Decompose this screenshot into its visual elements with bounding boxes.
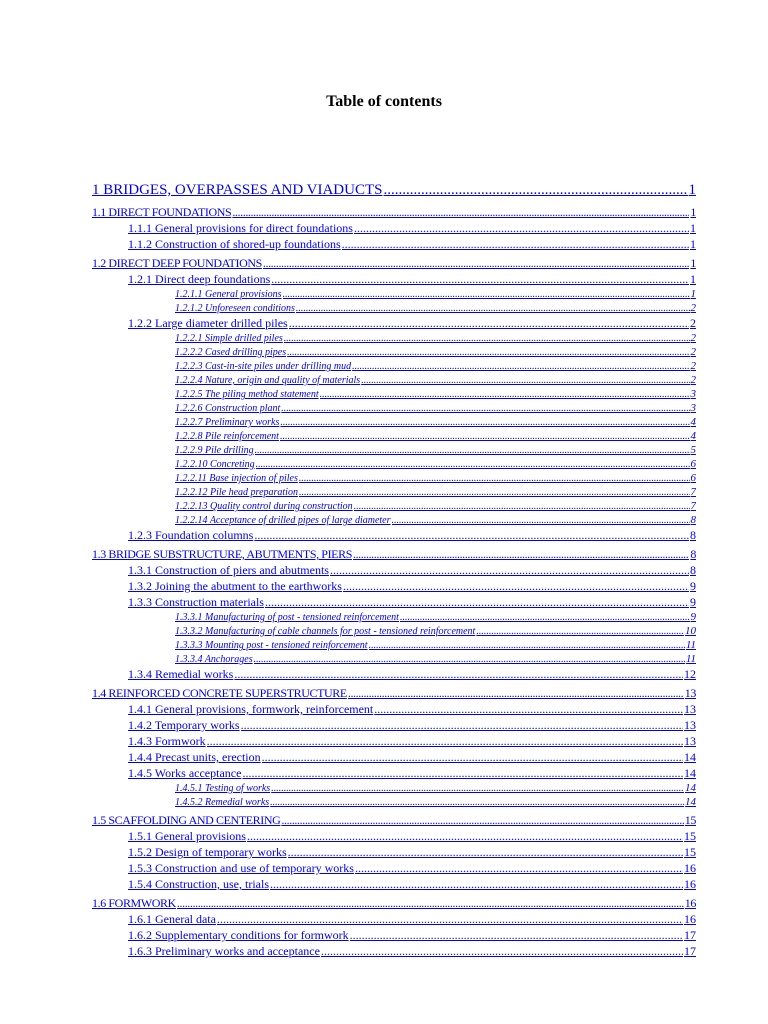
toc-entry-page-number: 1: [690, 205, 696, 219]
toc-entry-title: 1.6.3 Preliminary works and acceptance: [128, 944, 320, 958]
dot-leader: [287, 346, 689, 359]
toc-entry-title: 1.2.2 Large diameter drilled piles: [128, 316, 288, 330]
dot-leader: [355, 860, 683, 876]
dot-leader: [299, 486, 690, 499]
toc-entry-level-2[interactable]: [92, 546, 696, 562]
toc-entry-level-4[interactable]: [92, 373, 696, 387]
dot-leader: [330, 562, 689, 578]
toc-entry-level-4[interactable]: [92, 345, 696, 359]
toc-entry-page-number: 9: [690, 611, 696, 623]
toc-entry-page-number: 2: [690, 332, 696, 344]
toc-entry-level-2[interactable]: [92, 895, 696, 911]
toc-entry-page-number: 8: [690, 547, 696, 561]
dot-leader: [383, 178, 687, 202]
toc-entry-title: 1.2.2.5 The piling method statement: [175, 389, 319, 400]
toc-entry-level-3[interactable]: [92, 911, 696, 927]
toc-entry-title: 1.2.3 Foundation columns: [128, 528, 254, 542]
toc-entry-level-1[interactable]: [92, 178, 696, 202]
toc-entry-page-number: 2: [690, 360, 696, 372]
toc-entry-page-number: 1: [690, 256, 696, 270]
toc-entry-title: 1.4.4 Precast units, erection: [128, 750, 261, 764]
toc-entry-title: 1.6.2 Supplementary conditions for formwork: [128, 928, 349, 942]
toc-entry-title: 1.3.3.4 Anchorages: [175, 654, 253, 665]
dot-leader: [374, 701, 683, 717]
toc-entry-title: 1.4.5 Works acceptance: [128, 766, 242, 780]
toc-entry-page-number: 16: [684, 896, 696, 910]
toc-entry-page-number: 14: [684, 750, 696, 764]
toc-entry-page-number: 8: [690, 514, 696, 526]
toc-entry-title: 1.2.2.10 Concreting: [175, 459, 255, 470]
dot-leader: [361, 374, 689, 387]
toc-entry-page-number: 13: [684, 702, 696, 716]
dot-leader: [255, 444, 690, 457]
toc-entry-title: 1.3.3.2 Manufacturing of cable channels for post - tensioned reinforcement: [175, 626, 476, 637]
dot-leader: [350, 927, 683, 943]
toc-entry-title: 1.2.2.9 Pile drilling: [175, 445, 254, 456]
toc-entry-level-3[interactable]: [92, 860, 696, 876]
dot-leader: [353, 546, 689, 562]
toc-entry-title: 1.4.5.2 Remedial works: [175, 797, 270, 808]
toc-entry-level-3[interactable]: [92, 717, 696, 733]
toc-entry-title: 1.3 BRIDGE SUBSTRUCTURE, ABUTMENTS, PIERS: [92, 547, 352, 561]
dot-leader: [400, 611, 690, 624]
toc-entry-title: 1.3.3.3 Mounting post - tensioned reinforcement: [175, 640, 368, 651]
toc-entry-page-number: 14: [684, 766, 696, 780]
toc-entry-level-4[interactable]: [92, 457, 696, 471]
toc-entry-page-number: 13: [684, 734, 696, 748]
toc-entry-page-number: 15: [684, 845, 696, 859]
toc-entry-page-number: 5: [690, 444, 696, 456]
toc-entry-page-number: 13: [684, 718, 696, 732]
toc-entry-page-number: 1: [690, 221, 696, 235]
toc-entry-page-number: 10: [685, 625, 696, 637]
dot-leader: [354, 500, 690, 513]
dot-leader: [476, 625, 684, 638]
toc-entry-level-3[interactable]: [92, 271, 696, 287]
toc-entry-level-3[interactable]: [92, 828, 696, 844]
toc-entry-level-3[interactable]: [92, 236, 696, 252]
dot-leader: [254, 527, 689, 543]
toc-entry-level-4[interactable]: [92, 781, 696, 795]
toc-entry-page-number: 4: [690, 416, 696, 428]
toc-entry-title: 1.3.2 Joining the abutment to the earthworks: [128, 579, 342, 593]
toc-entry-page-number: 6: [690, 458, 696, 470]
dot-leader: [320, 388, 690, 401]
dot-leader: [263, 255, 690, 271]
toc-entry-title: 1.5 SCAFFOLDING AND CENTERING: [92, 813, 281, 827]
toc-entry-title: 1.1 DIRECT FOUNDATIONS: [92, 205, 232, 219]
toc-entry-page-number: 6: [690, 472, 696, 484]
toc-entry-level-3[interactable]: [92, 749, 696, 765]
toc-entry-title: 1.2.2.8 Pile reinforcement: [175, 431, 279, 442]
toc-entry-level-4[interactable]: [92, 331, 696, 345]
toc-entry-page-number: 9: [690, 595, 696, 609]
toc-entry-level-3[interactable]: [92, 765, 696, 781]
toc-entry-level-3[interactable]: [92, 701, 696, 717]
toc-entry-page-number: 2: [690, 316, 696, 330]
dot-leader: [207, 733, 683, 749]
dot-leader: [270, 876, 683, 892]
toc-entry-title: 1.4.3 Formwork: [128, 734, 206, 748]
toc-entry-level-4[interactable]: [92, 513, 696, 527]
toc-entry-title: 1.1.1 General provisions for direct foundations: [128, 221, 353, 235]
toc-entry-page-number: 17: [684, 944, 696, 958]
toc-entry-title: 1.2.2.7 Preliminary works: [175, 417, 280, 428]
dot-leader: [265, 594, 689, 610]
dot-leader: [284, 332, 690, 345]
toc-entry-page-number: 1: [688, 182, 696, 198]
toc-entry-page-number: 15: [684, 813, 696, 827]
toc-entry-level-4[interactable]: [92, 401, 696, 415]
dot-leader: [280, 430, 690, 443]
toc-entry-title: 1.6 FORMWORK: [92, 896, 176, 910]
dot-leader: [299, 472, 690, 485]
toc-entry-level-3[interactable]: [92, 844, 696, 860]
dot-leader: [271, 271, 689, 287]
toc-entry-title: 1.2.1 Direct deep foundations: [128, 272, 271, 286]
dot-leader: [232, 204, 689, 220]
dot-leader: [392, 514, 690, 527]
toc-entry-page-number: 14: [685, 782, 696, 794]
dot-leader: [247, 828, 683, 844]
toc-entry-level-4[interactable]: [92, 415, 696, 429]
toc-entry-page-number: 11: [685, 653, 696, 665]
dot-leader: [342, 236, 689, 252]
toc-entry-page-number: 15: [684, 829, 696, 843]
toc-entry-level-3[interactable]: [92, 666, 696, 682]
dot-leader: [348, 685, 684, 701]
toc-entry-title: 1.2.2.1 Simple drilled piles: [175, 333, 283, 344]
toc-entry-title: 1.1.2 Construction of shored-up foundations: [128, 237, 341, 251]
toc-entry-title: 1.2.2.13 Quality control during construction: [175, 501, 353, 512]
toc-entry-page-number: 3: [690, 388, 696, 400]
toc-entry-title: 1.5.2 Design of temporary works: [128, 845, 287, 859]
dot-leader: [283, 288, 690, 301]
dot-leader: [242, 765, 683, 781]
toc-entry-level-4[interactable]: [92, 652, 696, 666]
toc-entry-title: 1.4 REINFORCED CONCRETE SUPERSTRUCTURE: [92, 686, 347, 700]
toc-entry-level-3[interactable]: [92, 578, 696, 594]
toc-entry-level-3[interactable]: [92, 943, 696, 959]
toc-entry-level-3[interactable]: [92, 220, 696, 236]
toc-entry-level-4[interactable]: [92, 485, 696, 499]
toc-entry-level-2[interactable]: [92, 812, 696, 828]
toc-entry-level-2[interactable]: [92, 685, 696, 701]
toc-entry-page-number: 7: [690, 500, 696, 512]
toc-entry-level-4[interactable]: [92, 359, 696, 373]
dot-leader: [369, 639, 685, 652]
toc-entry-page-number: 1: [690, 272, 696, 286]
dot-leader: [281, 402, 689, 415]
toc-entry-level-4[interactable]: [92, 624, 696, 638]
toc-entry-title: 1.2.2.11 Base injection of piles: [175, 473, 298, 484]
toc-entry-page-number: 3: [690, 402, 696, 414]
dot-leader: [343, 578, 689, 594]
dot-leader: [234, 666, 683, 682]
toc-entry-level-2[interactable]: [92, 255, 696, 271]
toc-entry-title: 1.4.1 General provisions, formwork, reinforcement: [128, 702, 374, 716]
toc-entry-page-number: 14: [685, 796, 696, 808]
toc-entry-page-number: 17: [684, 928, 696, 942]
toc-entry-title: 1.2.2.14 Acceptance of drilled pipes of large diameter: [175, 515, 391, 526]
toc-entry-title: 1.3.1 Construction of piers and abutments: [128, 563, 329, 577]
dot-leader: [280, 416, 689, 429]
toc-entry-level-4[interactable]: [92, 287, 696, 301]
toc-entry-level-3[interactable]: [92, 315, 696, 331]
toc-entry-title: 1.2.2.6 Construction plant: [175, 403, 281, 414]
toc-entry-title: 1.3.4 Remedial works: [128, 667, 234, 681]
dot-leader: [217, 911, 683, 927]
toc-entry-level-2[interactable]: [92, 204, 696, 220]
toc-entry-page-number: 2: [690, 302, 696, 314]
toc-entry-level-3[interactable]: [92, 927, 696, 943]
toc-entry-title: 1.2.2.12 Pile head preparation: [175, 487, 298, 498]
toc-entry-page-number: 1: [690, 237, 696, 251]
toc-entry-title: 1 BRIDGES, OVERPASSES AND VIADUCTS: [92, 182, 383, 198]
toc-entry-level-3[interactable]: [92, 876, 696, 892]
toc-entry-page-number: 9: [690, 579, 696, 593]
toc-entry-title: 1.2.2.3 Cast-in-site piles under drilling mud: [175, 361, 352, 372]
toc-entry-title: 1.3.3.1 Manufacturing of post - tensioned reinforcement: [175, 612, 399, 623]
dot-leader: [254, 653, 685, 666]
toc-entry-title: 1.2.1.2 Unforeseen conditions: [175, 303, 295, 314]
toc-entry-page-number: 16: [684, 877, 696, 891]
dot-leader: [177, 895, 684, 911]
toc-entry-level-4[interactable]: [92, 443, 696, 457]
dot-leader: [321, 943, 683, 959]
table-of-contents: [92, 178, 696, 959]
toc-entry-title: 1.2.2.2 Cased drilling pipes: [175, 347, 287, 358]
toc-entry-page-number: 16: [684, 861, 696, 875]
toc-entry-level-4[interactable]: [92, 638, 696, 652]
toc-entry-title: 1.2.1.1 General provisions: [175, 289, 282, 300]
dot-leader: [289, 315, 689, 331]
toc-entry-level-4[interactable]: [92, 387, 696, 401]
toc-entry-page-number: 8: [690, 563, 696, 577]
toc-entry-page-number: 2: [690, 374, 696, 386]
toc-entry-title: 1.4.5.1 Testing of works: [175, 783, 271, 794]
toc-entry-level-3[interactable]: [92, 733, 696, 749]
toc-entry-title: 1.3.3 Construction materials: [128, 595, 264, 609]
dot-leader: [296, 302, 690, 315]
toc-entry-level-4[interactable]: [92, 499, 696, 513]
toc-entry-page-number: 7: [690, 486, 696, 498]
dot-leader: [271, 782, 684, 795]
toc-entry-page-number: 2: [690, 346, 696, 358]
dot-leader: [262, 749, 683, 765]
toc-entry-page-number: 8: [690, 528, 696, 542]
toc-entry-page-number: 1: [690, 288, 696, 300]
dot-leader: [270, 796, 684, 809]
toc-entry-level-4[interactable]: [92, 610, 696, 624]
toc-entry-level-4[interactable]: [92, 471, 696, 485]
dot-leader: [241, 717, 683, 733]
dot-leader: [352, 360, 689, 373]
dot-leader: [288, 844, 683, 860]
toc-entry-level-3[interactable]: [92, 562, 696, 578]
toc-entry-page-number: 16: [684, 912, 696, 926]
toc-entry-title: 1.2 DIRECT DEEP FOUNDATIONS: [92, 256, 262, 270]
toc-entry-title: 1.5.1 General provisions: [128, 829, 246, 843]
toc-entry-title: 1.2.2.4 Nature, origin and quality of materials: [175, 375, 361, 386]
toc-entry-level-3[interactable]: [92, 527, 696, 543]
toc-entry-title: 1.5.4 Construction, use, trials: [128, 877, 269, 891]
dot-leader: [281, 812, 683, 828]
toc-entry-level-4[interactable]: [92, 429, 696, 443]
dot-leader: [354, 220, 689, 236]
toc-entry-page-number: 12: [684, 667, 696, 681]
dot-leader: [256, 458, 690, 471]
toc-entry-level-4[interactable]: [92, 795, 696, 809]
toc-entry-page-number: 4: [690, 430, 696, 442]
toc-entry-level-4[interactable]: [92, 301, 696, 315]
toc-entry-title: 1.4.2 Temporary works: [128, 718, 240, 732]
toc-entry-title: 1.5.3 Construction and use of temporary works: [128, 861, 354, 875]
toc-entry-page-number: 11: [685, 639, 696, 651]
toc-entry-level-3[interactable]: [92, 594, 696, 610]
toc-entry-page-number: 13: [684, 686, 696, 700]
page-title: Table of contents: [326, 93, 442, 110]
toc-entry-title: 1.6.1 General data: [128, 912, 216, 926]
